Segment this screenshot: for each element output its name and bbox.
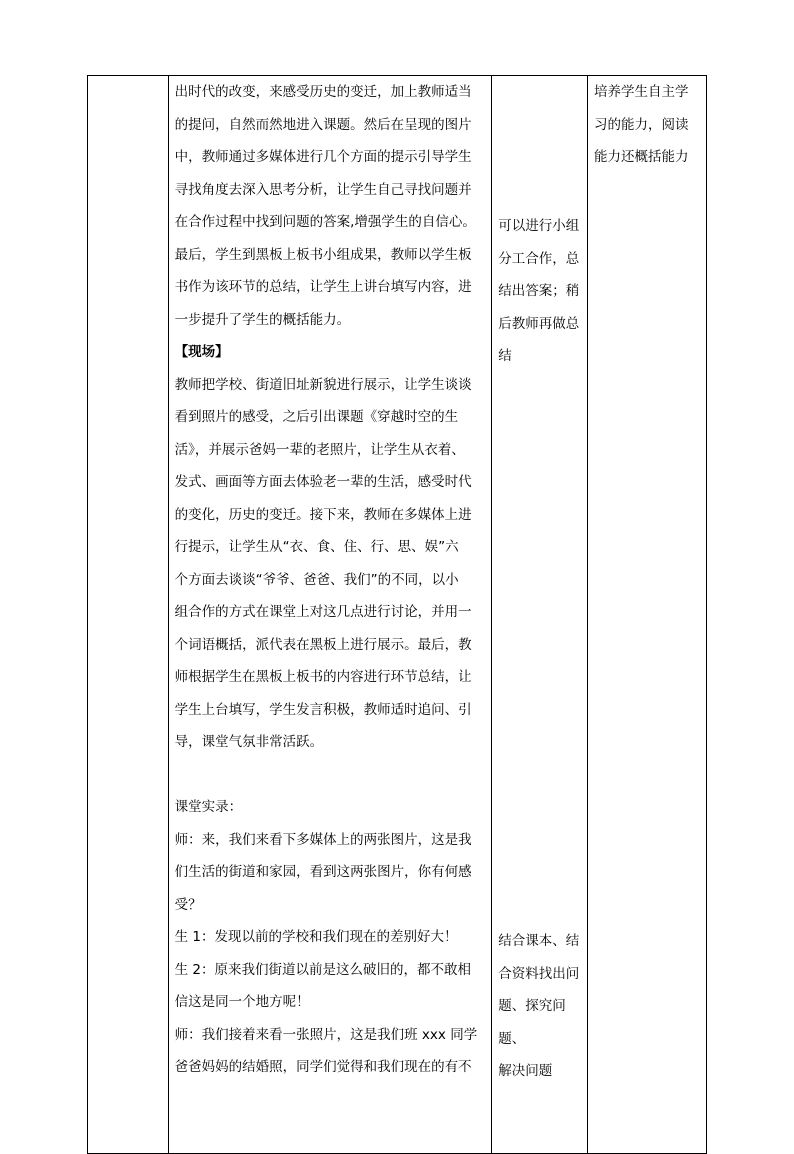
blank-line — [175, 759, 488, 792]
activity-line: 可以进行小组 — [498, 218, 580, 234]
activity-line: 题、探究问题、 — [498, 998, 566, 1047]
process-line: 生 2：原来我们街道以前是这么破旧的，都不敢相 — [174, 961, 472, 978]
process-line: 爸爸妈妈的结婚照，同学们觉得和我们现在的有不 — [174, 1059, 472, 1075]
stage-cell — [88, 76, 169, 1154]
process-line: 教师把学校、街道旧址新貌进行展示，让学生谈谈 — [174, 376, 472, 393]
student-activity-cell — [492, 76, 588, 1154]
process-line: 师：来，我们来看下多媒体上的两张图片，这是我 — [174, 831, 472, 848]
process-line: 受？ — [174, 896, 202, 913]
design-intent-text — [588, 76, 706, 174]
activity-line: 合资料找出问 — [498, 965, 580, 982]
process-line: 生 1：发现以前的学校和我们现在的差别好大！ — [174, 929, 458, 945]
process-line: 行提示，让学生从“衣、食、住、行、思、娱”六 — [174, 539, 459, 555]
process-line: 导，课堂气氛非常活跃。 — [174, 734, 324, 750]
process-line: 的提问，自然而然地进入课题。然后在呈现的图片 — [174, 116, 472, 133]
process-line: 学生上台填写，学生发言积极，教师适时追问、引 — [174, 701, 472, 718]
process-line: 发式、画面等方面去体验老一辈的生活，感受时代 — [174, 474, 472, 490]
process-line: 在合作过程中找到问题的答案,增强学生的自信心。 — [174, 214, 476, 230]
student-activity-text — [492, 76, 587, 1153]
process-line: 师：我们接着来看一张照片，这是我们班 xxx 同学 — [174, 1026, 478, 1043]
design-intent-cell — [588, 76, 707, 1154]
activity-line: 后教师再做总 — [498, 315, 580, 332]
process-line: 们生活的街道和家园，看到这两张图片，你有何感 — [174, 864, 472, 880]
table-row — [88, 76, 707, 1154]
process-line: 【现场】 — [174, 344, 229, 360]
process-line: 最后，学生到黑板上板书小组成果，教师以学生板 — [174, 246, 472, 263]
process-line: 师根据学生在黑板上板书的内容进行环节总结，让 — [174, 669, 472, 685]
process-line: 一步提升了学生的概括能力。 — [174, 311, 351, 328]
process-line: 书作为该环节的总结，让学生上讲台填写内容，进 — [174, 279, 472, 295]
process-line: 中，教师通过多媒体进行几个方面的提示引导学生 — [174, 149, 472, 165]
intent-line: 能力还概括能力 — [594, 149, 689, 165]
process-line: 组合作的方式在课堂上对这几点进行讨论，并用一 — [174, 604, 472, 620]
lesson-table — [87, 75, 707, 1154]
process-line: 的变化，历史的变迁。接下来，教师在多媒体上进 — [174, 506, 472, 523]
process-line: 课堂实录： — [174, 799, 243, 815]
process-line: 看到照片的感受，之后引出课题《穿越时空的生 — [174, 409, 459, 425]
teaching-process-cell — [168, 76, 492, 1154]
intent-line: 习的能力，阅读 — [594, 116, 689, 133]
activity-block-textbook — [498, 925, 583, 1088]
activity-line: 解决问题 — [498, 1063, 553, 1079]
intent-line: 培养学生自主学 — [594, 84, 689, 100]
process-line: 活》，并展示爸妈一辈的老照片，让学生从衣着、 — [174, 441, 465, 458]
process-line: 出时代的改变，来感受历史的变迁，加上教师适当 — [174, 84, 472, 100]
activity-line: 结 — [498, 348, 512, 364]
activity-line: 结出答案；稍 — [498, 283, 580, 299]
process-line: 信这是同一个地方呢！ — [174, 994, 310, 1010]
activity-line: 分工合作，总 — [498, 250, 580, 267]
activity-line: 结合课本、结 — [498, 933, 580, 949]
activity-block-group-work — [498, 210, 583, 373]
process-line: 个方面去谈谈“爷爷、爸爸、我们”的不同，以小 — [174, 571, 459, 588]
teaching-process-text — [169, 76, 492, 1084]
process-line: 寻找角度去深入思考分析，让学生自己寻找问题并 — [174, 181, 472, 198]
process-line: 个词语概括，派代表在黑板上进行展示。最后，教 — [174, 636, 472, 653]
